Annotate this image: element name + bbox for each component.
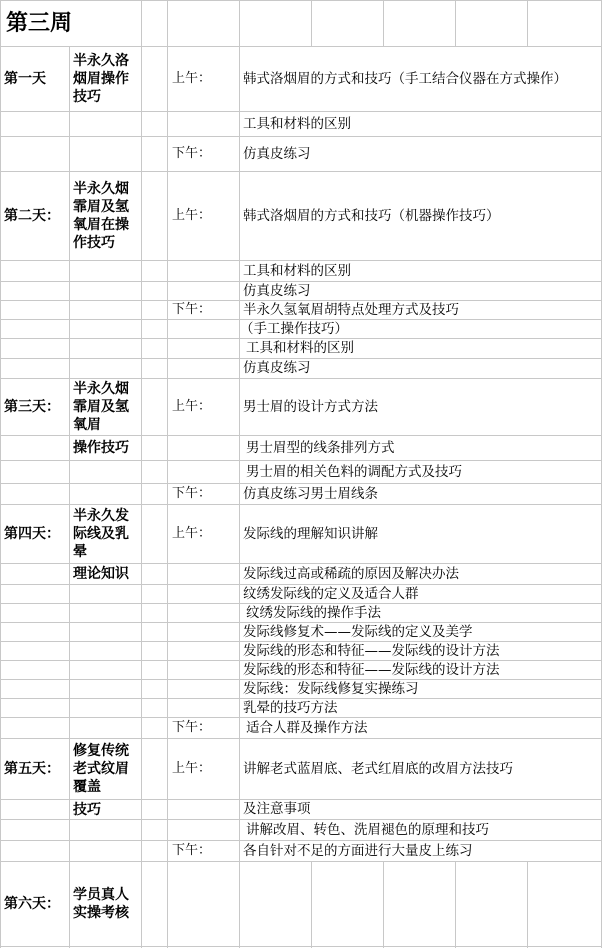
schedule-item: 男士眉型的线条排列方式 [246, 439, 395, 456]
schedule-item: 各自针对不足的方面进行大量皮上练习 [243, 842, 473, 859]
schedule-item: 仿真皮练习 [243, 360, 311, 377]
schedule-item: 发际线的形态和特征——发际线的设计方法 [243, 661, 500, 678]
grid-column-line [239, 0, 240, 948]
day-label: 第一天 [4, 70, 46, 87]
schedule-item: 男士眉的相关色料的调配方式及技巧 [246, 463, 462, 480]
grid-column-line [0, 0, 1, 948]
day-topic-continued: 操作技巧 [73, 440, 129, 456]
schedule-item: 发际线：发际线修复实操练习 [243, 680, 419, 697]
grid-row-line [0, 171, 602, 172]
day-label: 第三天： [4, 398, 60, 415]
schedule-item: 半永久氢氧眉胡特点处理方式及技巧 [243, 301, 459, 318]
grid-row-line [0, 319, 602, 320]
day-topic: 半永久烟霏眉及氢氧眉 [73, 381, 129, 433]
grid-row-line [0, 358, 602, 359]
grid-column-line [311, 862, 312, 948]
schedule-item: 工具和材料的区别 [243, 262, 351, 279]
grid-column-line [527, 862, 528, 948]
day-topic-continued: 技巧 [73, 801, 101, 818]
day-topic-continued: 理论知识 [73, 566, 129, 582]
grid-row-line [0, 260, 602, 261]
period-label: 下午： [172, 486, 212, 502]
schedule-item: 及注意事项 [243, 801, 311, 818]
day-label: 第二天： [4, 207, 60, 224]
grid-row-line [0, 819, 602, 820]
grid-row-line [0, 504, 602, 505]
grid-row-line [0, 622, 602, 623]
schedule-item: （手工操作技巧） [240, 320, 348, 337]
schedule-item: 发际线的理解知识讲解 [243, 525, 378, 542]
schedule-item: 发际线的形态和特征——发际线的设计方法 [243, 642, 500, 659]
grid-row-line [0, 0, 602, 1]
day-label: 第四天： [4, 525, 60, 542]
schedule-item: 韩式洛烟眉的方式和技巧（手工结合仪器在方式操作） [243, 70, 567, 87]
page-title: 第三周 [6, 9, 73, 36]
grid-row-line [0, 563, 602, 564]
grid-column-line [311, 0, 312, 46]
grid-column-line [455, 862, 456, 948]
day-label: 第五天： [4, 760, 60, 777]
grid-row-line [0, 584, 602, 585]
schedule-item: 讲解改眉、转色、洗眉褪色的原理和技巧 [246, 821, 489, 838]
grid-row-line [0, 840, 602, 841]
schedule-item: 男士眉的设计方式方法 [243, 398, 378, 415]
period-label: 下午： [172, 302, 212, 318]
schedule-item: 纹绣发际线的定义及适合人群 [243, 585, 419, 602]
grid-row-line [0, 738, 602, 739]
day-topic: 半永久烟霏眉及氢氧眉在操作技巧 [73, 181, 129, 251]
grid-row-line [0, 861, 602, 862]
grid-column-line [141, 0, 142, 948]
schedule-item: 仿真皮练习男士眉线条 [243, 485, 378, 502]
grid-row-line [0, 698, 602, 699]
schedule-item: 发际线修复术——发际线的定义及美学 [243, 623, 473, 640]
grid-row-line [0, 435, 602, 436]
grid-row-line [0, 641, 602, 642]
period-label: 下午： [172, 146, 212, 162]
grid-column-line [167, 0, 168, 948]
grid-row-line [0, 46, 602, 47]
period-label: 下午： [172, 843, 212, 859]
day-topic: 修复传统老式纹眉覆盖 [73, 743, 129, 795]
grid-row-line [0, 111, 602, 112]
grid-row-line [0, 338, 602, 339]
grid-row-line [0, 679, 602, 680]
period-label: 上午： [172, 399, 212, 415]
schedule-item: 仿真皮练习 [243, 282, 311, 299]
schedule-item: 发际线过高或稀疏的原因及解决办法 [243, 565, 459, 582]
grid-row-line [0, 136, 602, 137]
grid-row-line [0, 378, 602, 379]
grid-row-line [0, 300, 602, 301]
grid-column-line [383, 0, 384, 46]
schedule-item: 乳晕的技巧方法 [243, 699, 338, 716]
schedule-item: 纹绣发际线的操作手法 [246, 604, 381, 621]
grid-column-line [69, 46, 70, 948]
period-label: 上午： [172, 526, 212, 542]
grid-row-line [0, 660, 602, 661]
grid-row-line [0, 281, 602, 282]
grid-column-line [455, 0, 456, 46]
period-label: 下午： [172, 720, 212, 736]
grid-column-line [601, 0, 602, 948]
day-topic: 半永久洛烟眉操作技巧 [73, 53, 129, 105]
grid-row-line [0, 799, 602, 800]
day-label: 第六天： [4, 895, 60, 912]
grid-column-line [527, 0, 528, 46]
period-label: 上午： [172, 71, 212, 87]
schedule-item: 工具和材料的区别 [246, 340, 354, 357]
grid-row-line [0, 946, 602, 947]
day-topic: 学员真人实操考核 [73, 887, 129, 921]
period-label: 上午： [172, 761, 212, 777]
period-label: 上午： [172, 208, 212, 224]
schedule-item: 仿真皮练习 [243, 145, 311, 162]
grid-row-line [0, 483, 602, 484]
schedule-item: 适合人群及操作方法 [246, 719, 368, 736]
schedule-item: 工具和材料的区别 [243, 115, 351, 132]
grid-row-line [0, 603, 602, 604]
schedule-item: 讲解老式蓝眉底、老式红眉底的改眉方法技巧 [243, 760, 513, 777]
grid-row-line [0, 460, 602, 461]
schedule-item: 韩式洛烟眉的方式和技巧（机器操作技巧） [243, 207, 500, 224]
day-topic: 半永久发际线及乳晕 [73, 508, 129, 560]
grid-row-line [0, 717, 602, 718]
grid-column-line [383, 862, 384, 948]
